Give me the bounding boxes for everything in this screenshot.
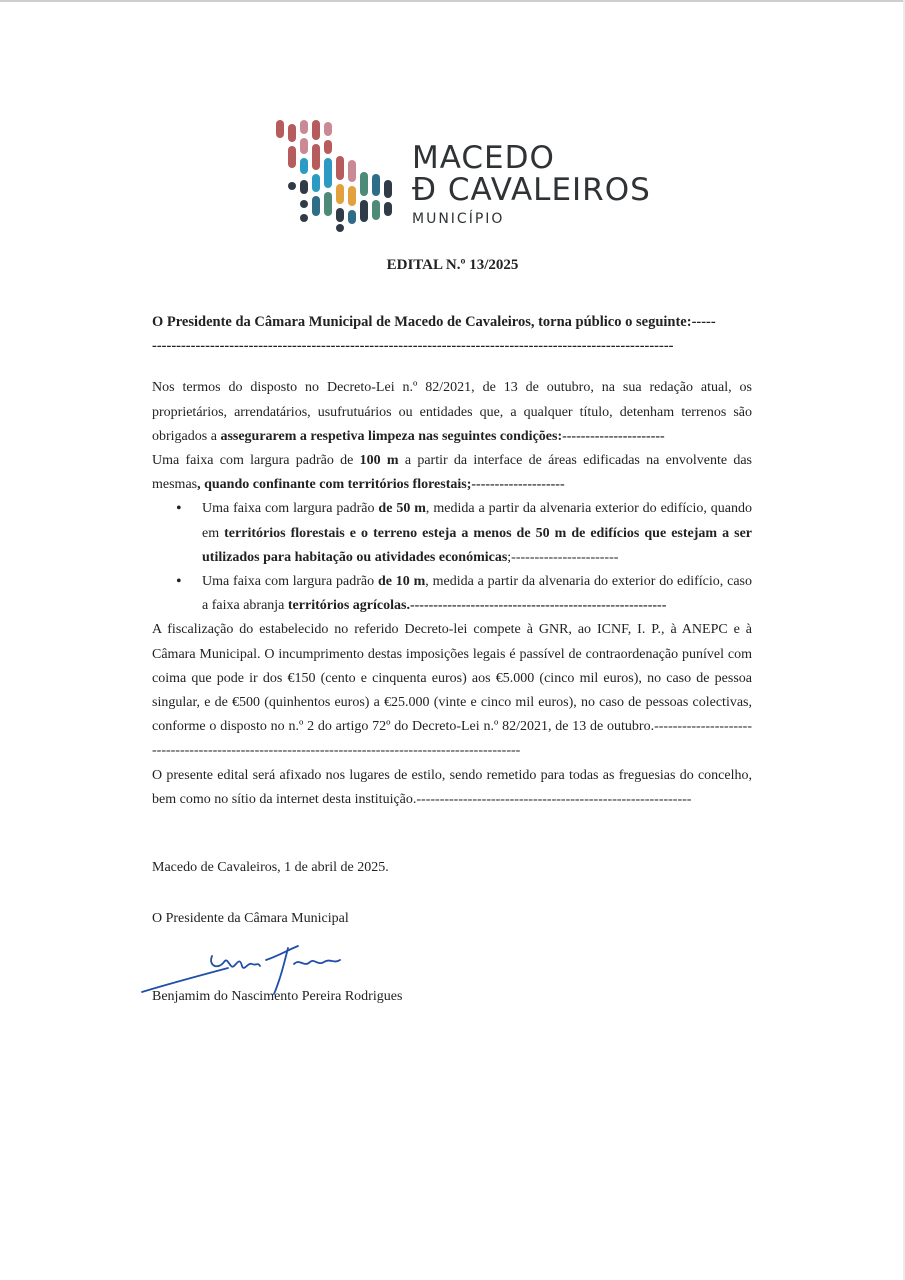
b2-bold-2: territórios agrícolas.------------------------------------------------------- (287, 598, 667, 614)
lead-dash-line: ------------------------------------------------------------------------------------------------------------ (152, 338, 674, 355)
logo-text (412, 142, 651, 230)
b1-text-2: , medida a partir da alvenaria exterior do edifício, quando em (202, 501, 752, 541)
b2-text-2: , medida a partir da alvenaria do exterior do edifício, caso a faixa abranja (202, 574, 752, 614)
p2-bold-2: , quando confinante com territórios florestais;-------------------- (197, 477, 565, 493)
list-item (202, 497, 752, 570)
logo-mark-icon (272, 112, 412, 238)
lead-text: O Presidente da Câmara Municipal de Macedo de Cavaleiros, torna público o seguinte:----- (152, 314, 716, 330)
municipality-logo (272, 112, 652, 238)
paragraph-terms (152, 376, 752, 449)
paragraph-publication: O presente edital será afixado nos lugares de estilo, sendo remetido para todas as freguesias do concelho, bem como no sítio da internet desta instituição.----------------------------------------------------------- (152, 767, 752, 807)
document-body (152, 310, 752, 812)
list-item (202, 570, 752, 618)
logo-line-2: Ð CAVALEIROS (412, 172, 651, 208)
b1-bold-2: territórios florestais e o terreno esteja a menos de 50 m de edifícios que estejam a ser utilizados para habitação ou atividades económicas (202, 525, 752, 565)
p2-bold-1: 100 m (359, 453, 399, 469)
signer-name: Benjamim do Nascimento Pereira Rodrigues (152, 989, 403, 1004)
b1-text-1: Uma faixa com largura padrão (202, 501, 379, 517)
conditions-list (152, 497, 752, 618)
paragraph-terms-bold: assegurarem a respetiva limpeza nas seguintes condições:---------------------- (220, 428, 665, 444)
p2-text-1: Uma faixa com largura padrão de (152, 453, 360, 469)
edital-title: EDITAL N.º 13/2025 (386, 257, 519, 273)
signer-title: O Presidente da Câmara Municipal (152, 911, 349, 926)
b1-bold-1: de 50 m (378, 501, 426, 517)
b1-text-3: ;----------------------- (507, 549, 619, 565)
paragraph-enforcement: A fiscalização do estabelecido no referido Decreto-lei compete à GNR, ao ICNF, I. P., à ANEPC e à Câmara Municipal. O incumprimento destas imposições legais é passível de contraordenação punível com coima que pode ir dos €150 (cento e cinquenta euros) aos €5.000 (cinco mil euros), no caso de pessoa singular, e de €500 (quinhentos euros) a €25.000 (vinte e cinco mil euros), no caso de pessoas colectivas, conforme o disposto no n.º 2 do artigo 72º do Decreto-Lei n.º 82/2021, de 13 de outubro.---------------------------------------------------------------------------------------------------- (152, 622, 752, 759)
b2-text-1: Uma faixa com largura padrão (202, 574, 378, 590)
logo-line-1: MACEDO (412, 140, 555, 176)
scan-edge-top (0, 0, 905, 2)
lead-paragraph (152, 310, 752, 358)
document-date: Macedo de Cavaleiros, 1 de abril de 2025. (152, 860, 389, 875)
logo-line-3: MUNICÍPIO (412, 211, 505, 227)
paragraph-100m (152, 449, 752, 497)
paragraph-terms-text: Nos termos do disposto no Decreto-Lei n.º 82/2021, de 13 de outubro, na sua redação atual, os proprietários, arrendatários, usufrutuários ou entidades que, a qualquer título, detenham terrenos são obrigados a (152, 380, 752, 444)
p2-text-2: a partir da interface de áreas edificadas na envolvente das mesmas (152, 453, 752, 493)
b2-bold-1: de 10 m (377, 574, 426, 590)
